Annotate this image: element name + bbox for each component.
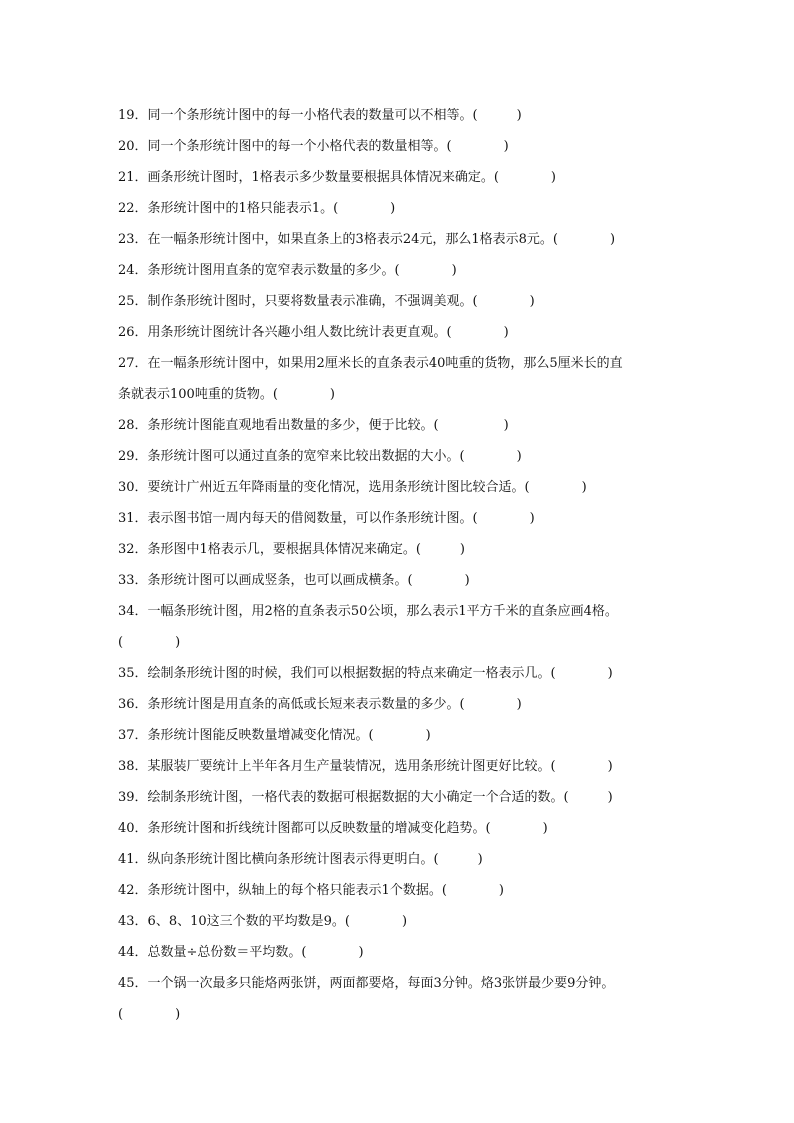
question-item: [118, 317, 678, 348]
question-text: 30．要统计广州近五年降雨量的变化情况，选用条形统计图比较合适。( ): [118, 480, 587, 495]
question-item: [118, 875, 678, 906]
question-text: 39．绘制条形统计图，一格代表的数据可根据数据的大小确定一个合适的数。( ): [118, 790, 613, 805]
question-item: [118, 782, 678, 813]
question-item: [118, 844, 678, 875]
question-text: 41．纵向条形统计图比横向条形统计图表示得更明白。( ): [118, 852, 483, 867]
question-item: [118, 131, 678, 162]
question-text: 34．一幅条形统计图，用2格的直条表示50公顷，那么表示1平方千米的直条应画4格。: [118, 604, 618, 619]
question-item: [118, 751, 678, 782]
question-item: [118, 100, 678, 131]
question-text: 28．条形统计图能直观地看出数量的多少，便于比较。( ): [118, 418, 509, 433]
question-text: 40．条形统计图和折线统计图都可以反映数量的增减变化趋势。( ): [118, 821, 548, 836]
question-text: 22．条形统计图中的1格只能表示1。( ): [118, 201, 396, 216]
question-text: 45．一个锅一次最多只能烙两张饼，两面都要烙，每面3分钟。烙3张饼最少要9分钟。: [118, 976, 615, 991]
question-item: [118, 348, 678, 410]
question-item: [118, 658, 678, 689]
question-text: 38．某服装厂要统计上半年各月生产量装情况，选用条形统计图更好比较。( ): [118, 759, 613, 774]
question-text: 20．同一个条形统计图中的每一个小格代表的数量相等。( ): [118, 139, 509, 154]
question-text: 21．画条形统计图时，1格表示多少数量要根据具体情况来确定。( ): [118, 170, 556, 185]
question-item: [118, 503, 678, 534]
question-text-continuation: ( ): [118, 1007, 181, 1022]
question-item: [118, 596, 678, 658]
question-item: [118, 937, 678, 968]
question-item: [118, 193, 678, 224]
question-text: 31．表示图书馆一周内每天的借阅数量，可以作条形统计图。( ): [118, 511, 535, 526]
question-text: 19．同一个条形统计图中的每一小格代表的数量可以不相等。( ): [118, 108, 522, 123]
question-item: [118, 255, 678, 286]
question-item: [118, 906, 678, 937]
question-item: [118, 410, 678, 441]
question-text: 35．绘制条形统计图的时候，我们可以根据数据的特点来确定一格表示几。( ): [118, 666, 613, 681]
question-item: [118, 720, 678, 751]
question-text: 44．总数量÷总份数＝平均数。( ): [118, 945, 364, 960]
question-text: 29．条形统计图可以通过直条的宽窄来比较出数据的大小。( ): [118, 449, 522, 464]
question-text: 25．制作条形统计图时，只要将数量表示准确，不强调美观。( ): [118, 294, 535, 309]
question-item: [118, 565, 678, 596]
question-text-continuation: 条就表示100吨重的货物。( ): [118, 387, 335, 402]
question-text: 32．条形图中1格表示几，要根据具体情况来确定。( ): [118, 542, 465, 557]
question-text: 43．6、8、10这三个数的平均数是9。( ): [118, 914, 408, 929]
question-item: [118, 286, 678, 317]
question-text: 37．条形统计图能反映数量增减变化情况。( ): [118, 728, 431, 743]
question-item: [118, 813, 678, 844]
question-text-continuation: ( ): [118, 635, 181, 650]
question-list: [118, 100, 678, 1030]
question-text: 36．条形统计图是用直条的高低或长短来表示数量的多少。( ): [118, 697, 522, 712]
question-item: [118, 162, 678, 193]
question-text: 33．条形统计图可以画成竖条，也可以画成横条。( ): [118, 573, 470, 588]
question-text: 23．在一幅条形统计图中，如果直条上的3格表示24元，那么1格表示8元。( ): [118, 232, 616, 247]
question-text: 42．条形统计图中，纵轴上的每个格只能表示1个数据。( ): [118, 883, 504, 898]
question-text: 27．在一幅条形统计图中，如果用2厘米长的直条表示40吨重的货物，那么5厘米长的直: [118, 356, 623, 371]
question-item: [118, 689, 678, 720]
question-item: [118, 472, 678, 503]
question-text: 24．条形统计图用直条的宽窄表示数量的多少。( ): [118, 263, 457, 278]
question-item: [118, 968, 678, 1030]
question-item: [118, 224, 678, 255]
question-item: [118, 534, 678, 565]
question-text: 26．用条形统计图统计各兴趣小组人数比统计表更直观。( ): [118, 325, 509, 340]
question-item: [118, 441, 678, 472]
